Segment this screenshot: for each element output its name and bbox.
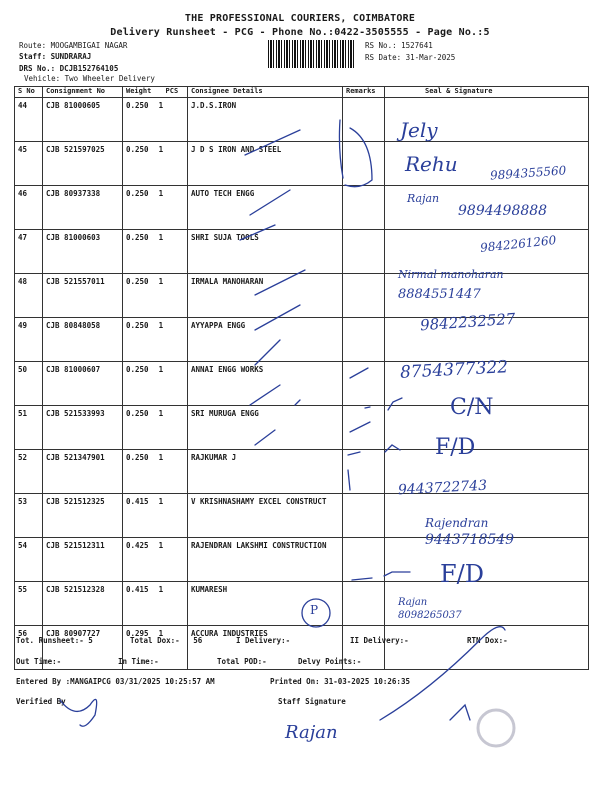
hw-row54b: 9443718549 [425,532,515,548]
total-pod: Total POD:- [217,657,267,666]
hw-row52: F/D [435,435,476,460]
hw-row51: C/N [450,395,494,420]
row-sno: 55 [15,582,43,626]
row-weight-pcs: 0.250 1 [123,98,188,142]
row-remarks [343,274,385,318]
table-header-row [15,87,589,98]
ii-delivery: II Delivery:- [350,636,409,645]
hw-row50: 8754377322 [399,357,509,383]
row-remarks [343,98,385,142]
row-consignee: ACCURA INDUSTRIES [188,626,343,670]
out-time: Out Time:- [16,657,62,666]
hw-row47: 9842261260 [479,233,557,255]
col-consignee: Consignee Details [188,87,343,98]
delvy-points: Delvy Points:- [298,657,362,666]
row-sno: 46 [15,186,43,230]
hw-row45b: 9894355560 [489,163,567,183]
row-weight-pcs: 0.250 1 [123,450,188,494]
rs-date-line: RS Date: 31-Mar-2025 [365,53,456,62]
row-sno: 50 [15,362,43,406]
route-line: Route: MOOGAMBIGAI NAGAR [19,41,128,50]
row-weight-pcs: 0.250 1 [123,318,188,362]
row-consignee: V KRISHNASHAMY EXCEL CONSTRUCT [188,494,343,538]
row-consignment-no: CJB 81000607 [43,362,123,406]
hw-row48b: 8884551447 [398,287,481,302]
hw-row48: Nirmal manoharan [398,268,504,281]
row-remarks [343,494,385,538]
row-sno: 54 [15,538,43,582]
hw-row44: Jely [400,118,438,142]
rs-date-value: 31-Mar-2025 [405,53,456,62]
row-weight-pcs: 0.250 1 [123,274,188,318]
staff-signature-label: Staff Signature [278,697,346,706]
drs-value: DCJB152764105 [59,64,119,73]
row-consignee: RAJKUMAR J [188,450,343,494]
rs-no-value: 1527641 [401,41,433,50]
row-weight-pcs: 0.250 1 [123,186,188,230]
row-remarks [343,582,385,626]
i-delivery: I Delivery:- [236,636,291,645]
row-consignment-no: CJB 521512328 [43,582,123,626]
row-consignee: KUMARESH [188,582,343,626]
barcode [268,40,356,68]
hw-p-stamp: P [310,603,319,617]
row-remarks [343,142,385,186]
drs-line: DRS No.: DCJB152764105 [19,64,119,73]
staff-line: Staff: SUNDRARAJ [19,52,92,61]
hw-row49: 9842232527 [419,309,516,335]
hw-row46b: 9894498888 [458,203,548,219]
table-row [15,450,589,494]
hw-row56: Rajan [398,597,428,608]
row-weight-pcs: 0.250 1 [123,362,188,406]
row-consignment-no: CJB 521557011 [43,274,123,318]
row-weight-pcs: 0.415 1 [123,582,188,626]
row-consignee: ANNAI ENGG WORKS [188,362,343,406]
row-remarks [343,406,385,450]
row-consignment-no: CJB 521512311 [43,538,123,582]
row-consignee: AYYAPPA ENGG [188,318,343,362]
row-remarks [343,450,385,494]
row-weight-pcs: 0.250 1 [123,230,188,274]
row-consignment-no: CJB 80848058 [43,318,123,362]
row-consignment-no: CJB 521597025 [43,142,123,186]
in-time: In Time:- [118,657,159,666]
printed-on: Printed On: 31-03-2025 10:26:35 [270,677,410,686]
table-row [15,98,589,142]
row-consignee: J.D.S.IRON [188,98,343,142]
row-sno: 56 [15,626,43,670]
table-row [15,582,589,626]
row-weight-pcs: 0.250 1 [123,142,188,186]
row-remarks [343,362,385,406]
hw-row45: Rehu [405,152,458,176]
row-consignment-no: CJB 81000605 [43,98,123,142]
row-consignment-no: CJB 81000603 [43,230,123,274]
row-sno: 45 [15,142,43,186]
hw-row46: Rajan [407,192,440,205]
row-weight-pcs: 0.295 1 [123,626,188,670]
row-weight-pcs: 0.415 1 [123,494,188,538]
hw-staff-signature: Rajan [285,722,338,743]
row-consignment-no: CJB 80937338 [43,186,123,230]
round-seal [478,710,514,746]
verified-by: Verified By [16,697,66,706]
entered-by: Entered By :MANGAIPCG 03/31/2025 10:25:57 AM [16,677,215,686]
vehicle-line: Vehicle: Two Wheeler Delivery [24,74,155,83]
col-weight-pcs: Weight PCS [123,87,188,98]
row-sno: 48 [15,274,43,318]
row-consignment-no: CJB 521512325 [43,494,123,538]
row-consignee: AUTO TECH ENGG [188,186,343,230]
row-remarks [343,538,385,582]
row-consignee: SRI MURUGA ENGG [188,406,343,450]
tot-runsheet: Tot. Runsheet:- 5 [16,636,93,645]
col-consignment: Consignment No [43,87,123,98]
row-sno: 52 [15,450,43,494]
row-consignee: SHRI SUJA TOOLS [188,230,343,274]
row-signature [385,626,589,670]
hw-row53: 9443722743 [397,477,488,499]
row-consignment-no: CJB 80907727 [43,626,123,670]
table-row [15,494,589,538]
company-title: THE PROFESSIONAL COURIERS, COIMBATORE [184,13,416,24]
vehicle-value: Two Wheeler Delivery [64,74,155,83]
rs-no-line: RS No.: 1527641 [365,41,433,50]
staff-value: SUNDRARAJ [50,52,92,61]
row-remarks [343,318,385,362]
row-remarks [343,186,385,230]
row-consignment-no: CJB 521347901 [43,450,123,494]
col-signature: Seal & Signature [385,87,589,98]
row-remarks [343,230,385,274]
row-weight-pcs: 0.425 1 [123,538,188,582]
row-sno: 44 [15,98,43,142]
route-value: MOOGAMBIGAI NAGAR [50,41,128,50]
rtn-dox: RTN Dox:- [467,636,508,645]
table-row [15,406,589,450]
hw-row56b: 8098265037 [398,610,462,621]
total-dox: Total Dox:- 56 [130,636,203,645]
row-sno: 53 [15,494,43,538]
row-sno: 47 [15,230,43,274]
row-weight-pcs: 0.250 1 [123,406,188,450]
hw-row55: F/D [440,560,484,588]
row-consignment-no: CJB 521533993 [43,406,123,450]
row-sno: 51 [15,406,43,450]
runsheet-subtitle: Delivery Runsheet - PCG - Phone No.:0422-3505555 - Page No.:5 [110,27,490,38]
row-consignee: J D S IRON AND STEEL [188,142,343,186]
row-consignee: RAJENDRAN LAKSHMI CONSTRUCTION [188,538,343,582]
row-sno: 49 [15,318,43,362]
row-consignee: IRMALA MANOHARAN [188,274,343,318]
hw-row54: Rajendran [425,516,489,530]
col-sno: S No [15,87,43,98]
col-remarks: Remarks [343,87,385,98]
